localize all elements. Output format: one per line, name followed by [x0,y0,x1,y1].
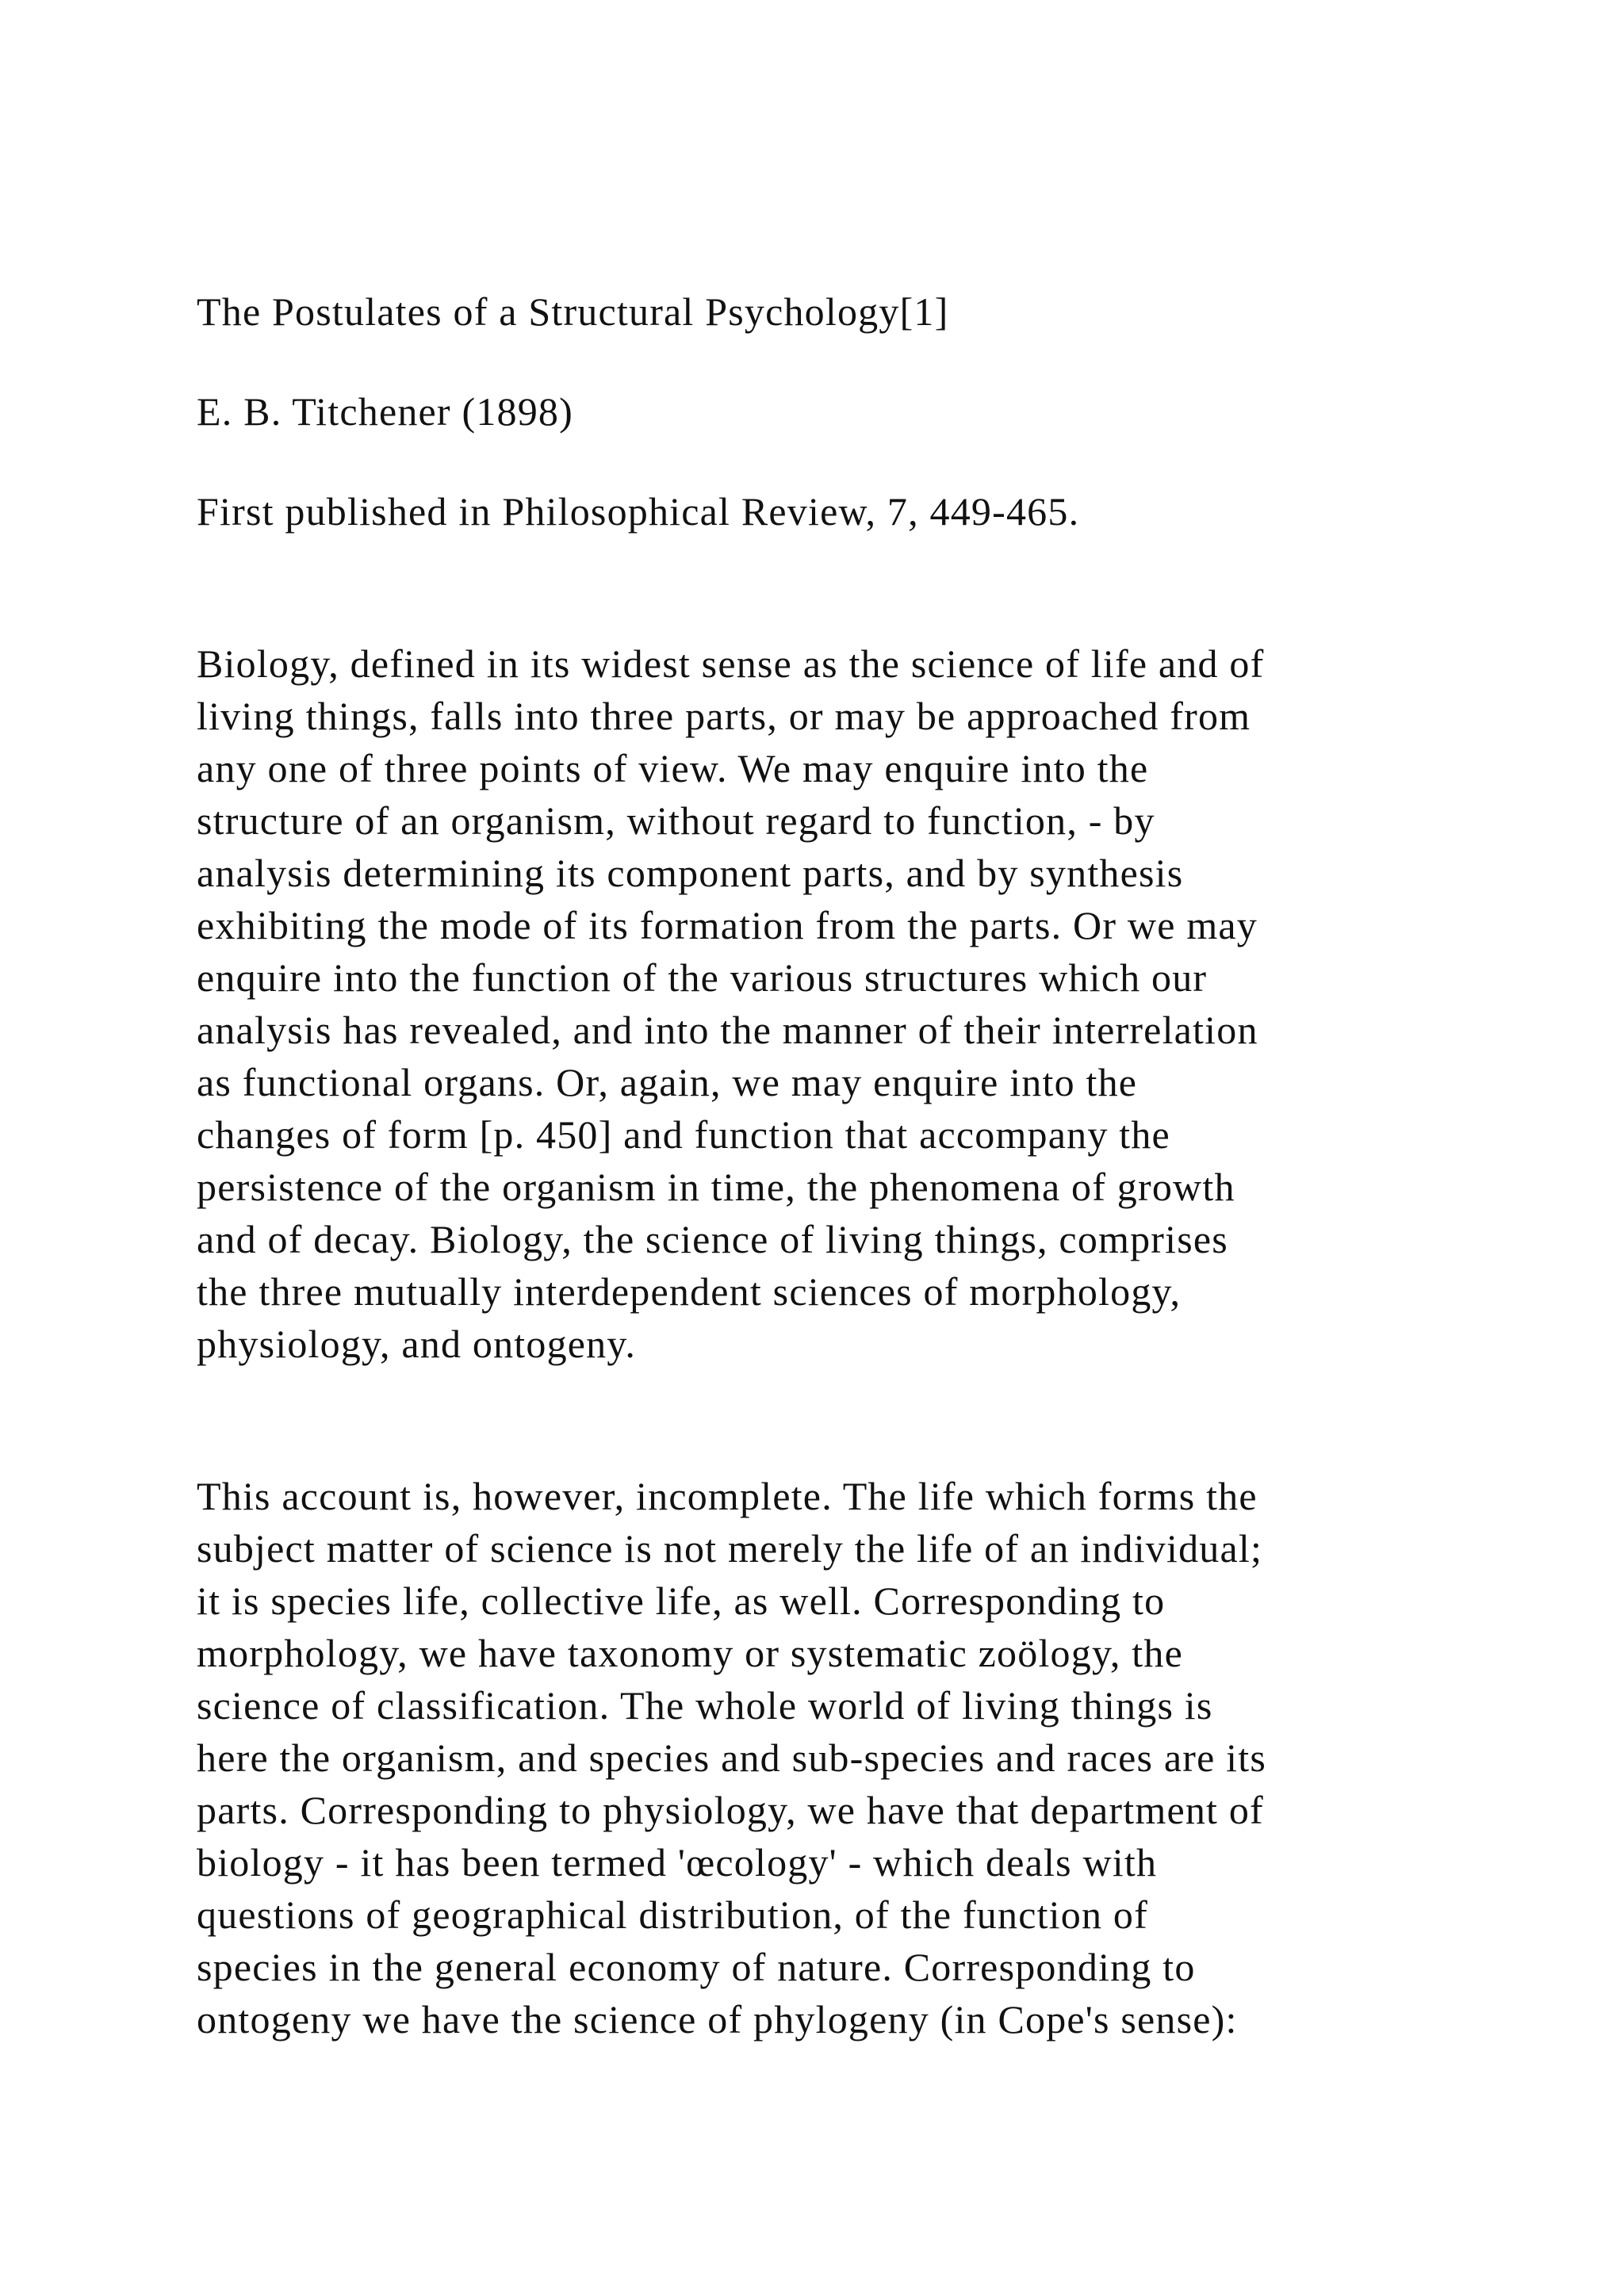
text-line: it is species life, collective life, as well. Corresponding to [197,1578,1166,1623]
text-line: Biology, defined in its widest sense as the science of life and of [197,641,1265,686]
text-line: This account is, however, incomplete. The life which forms the [197,1474,1258,1518]
text-line: structure of an organism, without regard to function, - by [197,798,1155,843]
document-title: The Postulates of a Structural Psychology[1] [197,289,949,334]
text-line: living things, falls into three parts, or may be approached from [197,694,1251,738]
text-line: parts. Corresponding to physiology, we have that department of [197,1788,1264,1832]
text-line: biology - it has been termed 'œcology' - which deals with [197,1840,1158,1885]
text-line: as functional organs. Or, again, we may enquire into the [197,1060,1138,1104]
text-line: any one of three points of view. We may enquire into the [197,746,1149,790]
text-line: the three mutually interdependent sciences of morphology, [197,1269,1182,1314]
text-line: questions of geographical distribution, of the function of [197,1892,1148,1937]
document-page [197,285,1465,2045]
text-line: and of decay. Biology, the science of living things, comprises [197,1217,1228,1261]
paragraph-account [197,1470,1465,2045]
text-line: persistence of the organism in time, the phenomena of growth [197,1165,1235,1209]
text-line: species in the general economy of nature. Corresponding to [197,1945,1196,1989]
text-line: morphology, we have taxonomy or systematic zoölogy, the [197,1631,1183,1675]
publication-info: First published in Philosophical Review, 7, 449-465. [197,489,1080,534]
text-line: analysis determining its component parts, and by synthesis [197,851,1184,895]
text-line: analysis has revealed, and into the manner of their interrelation [197,1008,1258,1052]
paragraph-biology [197,637,1465,1370]
text-line: physiology, and ontogeny. [197,1322,637,1366]
text-line: exhibiting the mode of its formation from the parts. Or we may [197,903,1258,947]
text-line: here the organism, and species and sub-species and races are its [197,1735,1267,1780]
text-line: science of classification. The whole world of living things is [197,1683,1213,1728]
document-author: E. B. Titchener (1898) [197,389,573,434]
text-line: subject matter of science is not merely the life of an individual; [197,1526,1263,1571]
text-line: changes of form [p. 450] and function that accompany the [197,1112,1170,1157]
text-line: enquire into the function of the various structures which our [197,955,1208,1000]
text-line: ontogeny we have the science of phylogeny (in Cope's sense): [197,1997,1238,2042]
